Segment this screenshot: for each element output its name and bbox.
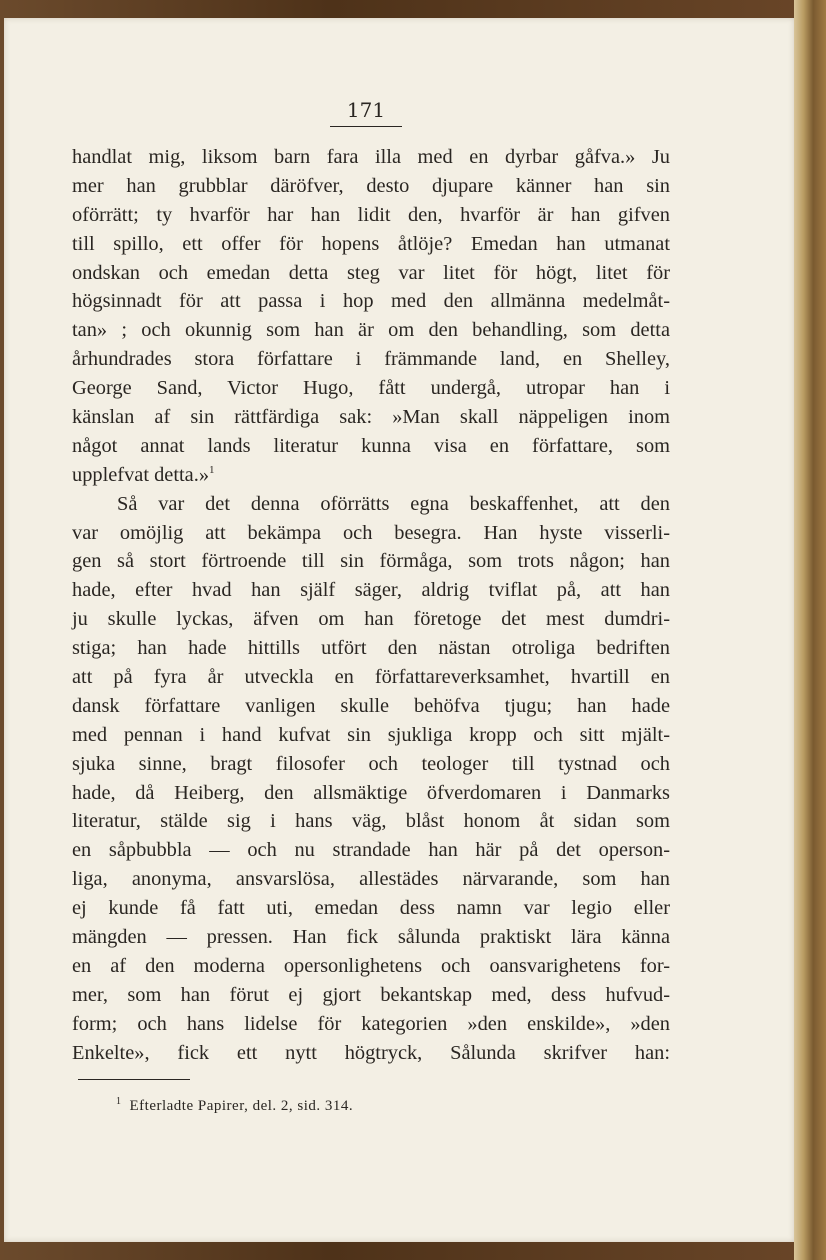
footnote-divider [78, 1079, 190, 1080]
text-line: literatur, stälde sig i hans väg, blåst honom åt sidan som [72, 810, 670, 833]
footnote-marker: 1 [116, 1096, 122, 1107]
footnote [116, 1098, 353, 1115]
footnote-text: Efterladte Papirer, del. 2, sid. 314. [129, 1098, 354, 1114]
body-text [72, 143, 670, 1068]
page-number: 171 [330, 98, 402, 127]
text-line: ej kunde få fatt uti, emedan dess namn var legio eller [72, 897, 670, 920]
text-line: hade, då Heiberg, den allsmäktige öfverdomaren i Danmarks [72, 781, 670, 804]
text-line: att på fyra år utveckla en författareverksamhet, hvartill en [72, 666, 670, 689]
text-line: högsinnadt för att passa i hop med den allmänna medelmåt- [72, 290, 670, 313]
text-line-with-footnote [72, 461, 670, 490]
text-line: en såpbubbla — och nu strandade han här på det operson- [72, 839, 670, 862]
footnote-reference[interactable]: 1 [209, 464, 215, 476]
text-line: handlat mig, liksom barn fara illa med en dyrbar gåfva.» Ju [72, 146, 670, 168]
text-line: en af den moderna opersonlighetens och oansvarighetens for- [72, 954, 670, 977]
text-line: sjuka sinne, bragt filosofer och teologer till tystnad och [72, 752, 670, 775]
text-line: stiga; han hade hittills utfört den nästan otroliga bedriften [72, 637, 670, 660]
text-line: Enkelte», fick ett nytt högtryck, Sålunda skrifver han: [72, 1041, 670, 1064]
text-line: var omöjlig att bekämpa och besegra. Han hyste visserli- [72, 521, 670, 544]
text-line: oförrätt; ty hvarför har han lidit den, hvarför är han gifven [72, 203, 670, 226]
text-line: ju skulle lyckas, äfven om han företoge det mest dumdri- [72, 608, 670, 631]
text-line: dansk författare vanligen skulle behöfva tjugu; han hade [72, 694, 670, 717]
paragraph-start: Så var det denna oförrätts egna beskaffenhet, att den [117, 492, 670, 515]
text-line: till spillo, ett offer för hopens åtlöje? Emedan han utmanat [72, 232, 670, 255]
text-line: något annat lands literatur kunna visa en författare, som [72, 434, 670, 457]
text-line: århundrades stora författare i främmande land, en Shelley, [72, 348, 670, 371]
text-line: liga, anonyma, ansvarslösa, allestädes närvarande, som han [72, 868, 670, 891]
text-line: tan» ; och okunnig som han är om den behandling, som detta [72, 319, 670, 342]
text-line: med pennan i hand kufvat sin sjukliga kropp och sitt mjält- [72, 723, 670, 746]
text-line: mer, som han förut ej gjort bekantskap med, dess hufvud- [72, 983, 670, 1006]
text-line: gen så stort förtroende till sin förmåga, som trots någon; han [72, 550, 670, 573]
text-line: George Sand, Victor Hugo, fått undergå, utropar han i [72, 377, 670, 400]
text-line: mer han grubblar däröfver, desto djupare känner han sin [72, 174, 670, 197]
text-line: känslan af sin rättfärdiga sak: »Man skall näppeligen inom [72, 406, 670, 429]
text-line: upplefvat detta.» [72, 463, 210, 486]
text-line: mängden — pressen. Han fick sålunda praktiskt lära känna [72, 926, 670, 949]
text-line: form; och hans lidelse för kategorien »den enskilde», »den [72, 1012, 670, 1035]
book-spine [794, 0, 826, 1260]
text-line: hade, efter hvad han själf säger, aldrig tviflat på, att han [72, 579, 670, 602]
text-line: ondskan och emedan detta steg var litet för högt, litet för [72, 261, 670, 284]
